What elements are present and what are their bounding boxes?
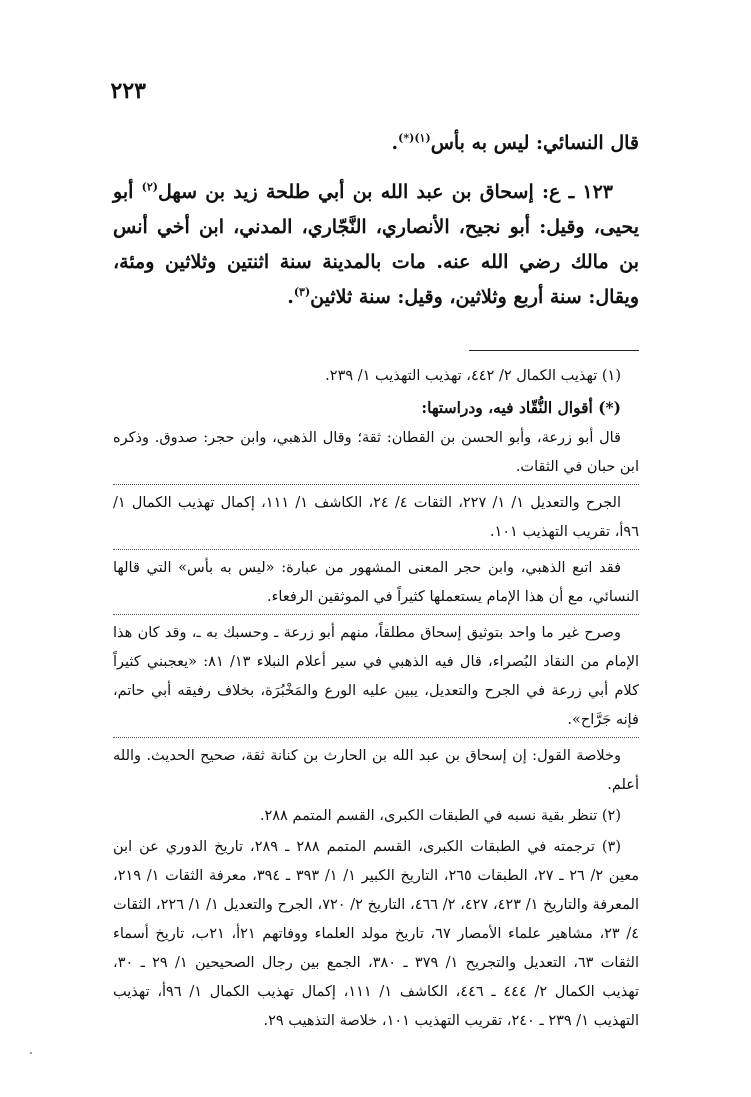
footnote-separator [469,350,639,351]
entry-intro: ١٢٣ ـ ع: إسحاق بن عبد الله بن أبي طلحة زيد بن سهل [157,181,613,203]
footnote-1: (١) تهذيب الكمال ٢/ ٤٤٢، تهذيب التهذيب ١/ ٢٣٩. [325,368,621,384]
entry-body: أبو يحيى، وقيل: أبو نجيح، الأنصاري، النَّجّاري، المدني، ابن أخي أنس بن مالك رضي الله عنه. مات بالمدينة سنة اثنتين وثلاثين ومئة، ويقال: سنة أربع وثلاثين، وقيل: سنة ثلاثين [113,181,639,308]
footnote-ref-1: (١)(*) [398,131,431,145]
footnote-2: (٢) تنظر بقية نسبه في الطبقات الكبرى، القسم المتمم ٢٨٨. [259,808,621,824]
nasai-statement-text: قال النسائي: ليس به بأس [430,132,639,154]
main-text [113,126,639,329]
biography-entry [113,175,639,315]
critics-sources: الجرح والتعديل ١/ ١/ ٢٢٧، الثقات ٤/ ٢٤، الكاشف ١/ ١١١، إكمال تهذيب الكمال ١/ ٩٦أ، تقريب التهذيب ١٠١. [113,484,639,547]
footnote-ref-3: (٣) [293,285,311,299]
critics-paragraph-4: وصرح غير ما واحد بتوثيق إسحاق مطلقاً، منهم أبو زرعة ـ وحسبك به ـ، وقد كان هذا الإمام من النقاد البُصراء، قال فيه الذهبي في سير أعلام النبلاء ١٣/ ٨١: «يعجبني كثيراً كلام أبي زرعة في الجرح والتعديل، يبين عليه الورع والمَخْبُرَة، بخلاف رفيقه أبي حاتم، فإنه جَرَّاح». [113,614,639,735]
nasai-statement [113,126,639,161]
critics-heading: (*) أقوال النُّقّاد فيه، ودراستها: [421,398,621,417]
critics-paragraph-3: فقد اتبع الذهبي، وابن حجر المعنى المشهور من عبارة: «ليس به بأس» التي قالها النسائي، مع أن هذا الإمام يستعملها كثيراً في الموثقين الرفعاء. [113,549,639,612]
footnote-3: (٣) ترجمته في الطبقات الكبرى، القسم المتمم ٢٨٨ ـ ٢٨٩، تاريخ الدوري عن ابن معين ٢/ ٢٦ ـ ٢٧، الطبقات ٢٦٥، التاريخ الكبير ١/ ١/ ٣٩٣ ـ ٣٩٤، معرفة الثقات ١/ ٢١٩، المعرفة والتاريخ ١/ ٤٢٣، ٤٢٧، ٢/ ٤٦٦، التاريخ ٢/ ٧٢٠، الجرح والتعديل ١/ ١/ ٢٢٦، الثقات ٤/ ٢٣، مشاهير علماء الأمصار ٦٧، تاريخ مولد العلماء ووفاتهم ٢١أ، ٢١ب، تاريخ أسماء الثقات ٦٣، التعديل والتجريح ١/ ٣٧٩ ـ ٣٨٠، الجمع بين رجال الصحيحين ١/ ٢٩ ـ ٣٠، تهذيب الكمال ٢/ ٤٤٤ ـ ٤٤٦، الكاشف ١/ ١١١، إكمال تهذيب الكمال ١/ ٩٦أ، تهذيب التهذيب ١/ ٢٣٩ ـ ٢٤٠، تقريب التهذيب ١٠١، خلاصة التذهيب ٢٩. [113,839,640,1029]
scan-speck [30,1052,32,1054]
critics-conclusion: وخلاصة القول: إن إسحاق بن عبد الله بن الحارث بن كنانة ثقة، صحيح الحديث. والله أعلم. [113,737,639,800]
page-number: ٢٢٣ [110,78,146,104]
footnotes [113,362,639,1038]
critics-paragraph-1: قال أبو زرعة، وأبو الحسن بن القطان: ثقة؛ وقال الذهبي، وابن حجر: صدوق. وذكره ابن حبان في الثقات. [113,430,639,475]
nasai-statement-end: . [391,132,399,154]
footnote-ref-2: (٢) [141,180,158,194]
entry-end: . [287,286,294,308]
